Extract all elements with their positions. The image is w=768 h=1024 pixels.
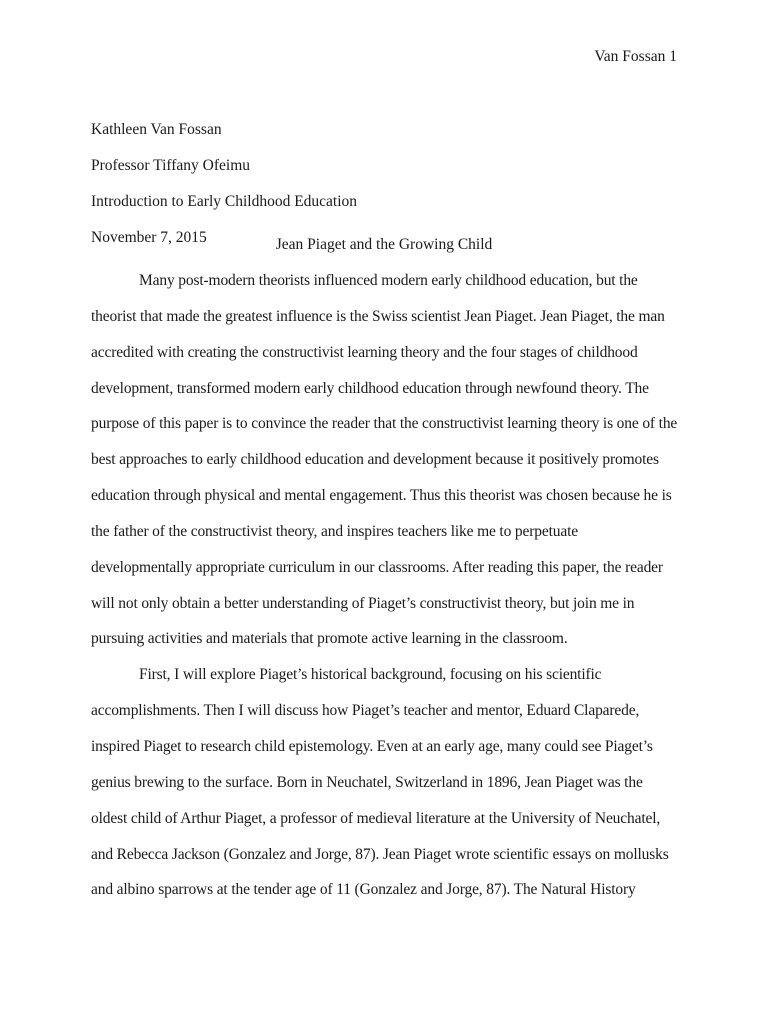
paper-date: November 7, 2015 (91, 229, 207, 246)
body-line: accomplishments. Then I will discuss how Piaget’s teacher and mentor, Eduard Claparede, (91, 702, 640, 720)
body-line: pursuing activities and materials that promote active learning in the classroom. (91, 630, 568, 648)
body-line: will not only obtain a better understanding of Piaget’s constructivist theory, but join me in (91, 594, 635, 612)
course-name: Introduction to Early Childhood Education (91, 193, 358, 210)
body-line-paragraph-start: First, I will explore Piaget’s historical background, focusing on his scientific (139, 666, 602, 684)
body-line: developmentally appropriate curriculum in our classrooms. After reading this paper, the reader (91, 558, 663, 576)
body-line: purpose of this paper is to convince the reader that the constructivist learning theory is one of the (91, 415, 678, 433)
running-head: Van Fossan 1 (594, 48, 677, 65)
body-line: oldest child of Arthur Piaget, a professor of medieval literature at the University of Neuchatel, (91, 809, 661, 827)
body-line-paragraph-start: Many post-modern theorists influenced modern early childhood education, but the (139, 272, 638, 289)
professor-name: Professor Tiffany Ofeimu (91, 157, 251, 174)
paper-title: Jean Piaget and the Growing Child (275, 236, 493, 253)
body-line: education through physical and mental engagement. Thus this theorist was chosen because he is (91, 487, 672, 505)
body-line: best approaches to early childhood education and development because it positively promotes (91, 451, 659, 469)
author-name: Kathleen Van Fossan (91, 121, 222, 138)
body-line: inspired Piaget to research child epistemology. Even at an early age, many could see Piaget’s (91, 737, 653, 755)
body-line: development, transformed modern early childhood education through newfound theory. The (91, 379, 649, 397)
body-line: and Rebecca Jackson (Gonzalez and Jorge, 87). Jean Piaget wrote scientific essays on mollusks (91, 845, 669, 863)
body-line: theorist that made the greatest influence is the Swiss scientist Jean Piaget. Jean Piaget, the man (91, 307, 665, 325)
body-line: and albino sparrows at the tender age of 11 (Gonzalez and Jorge, 87). The Natural History (91, 881, 636, 899)
body-line: genius brewing to the surface. Born in Neuchatel, Switzerland in 1896, Jean Piaget was the (91, 773, 643, 791)
body-line: the father of the constructivist theory, and inspires teachers like me to perpetuate (91, 522, 578, 540)
paper-body (91, 271, 691, 916)
body-line: accredited with creating the constructivist learning theory and the four stages of childhood (91, 343, 638, 361)
